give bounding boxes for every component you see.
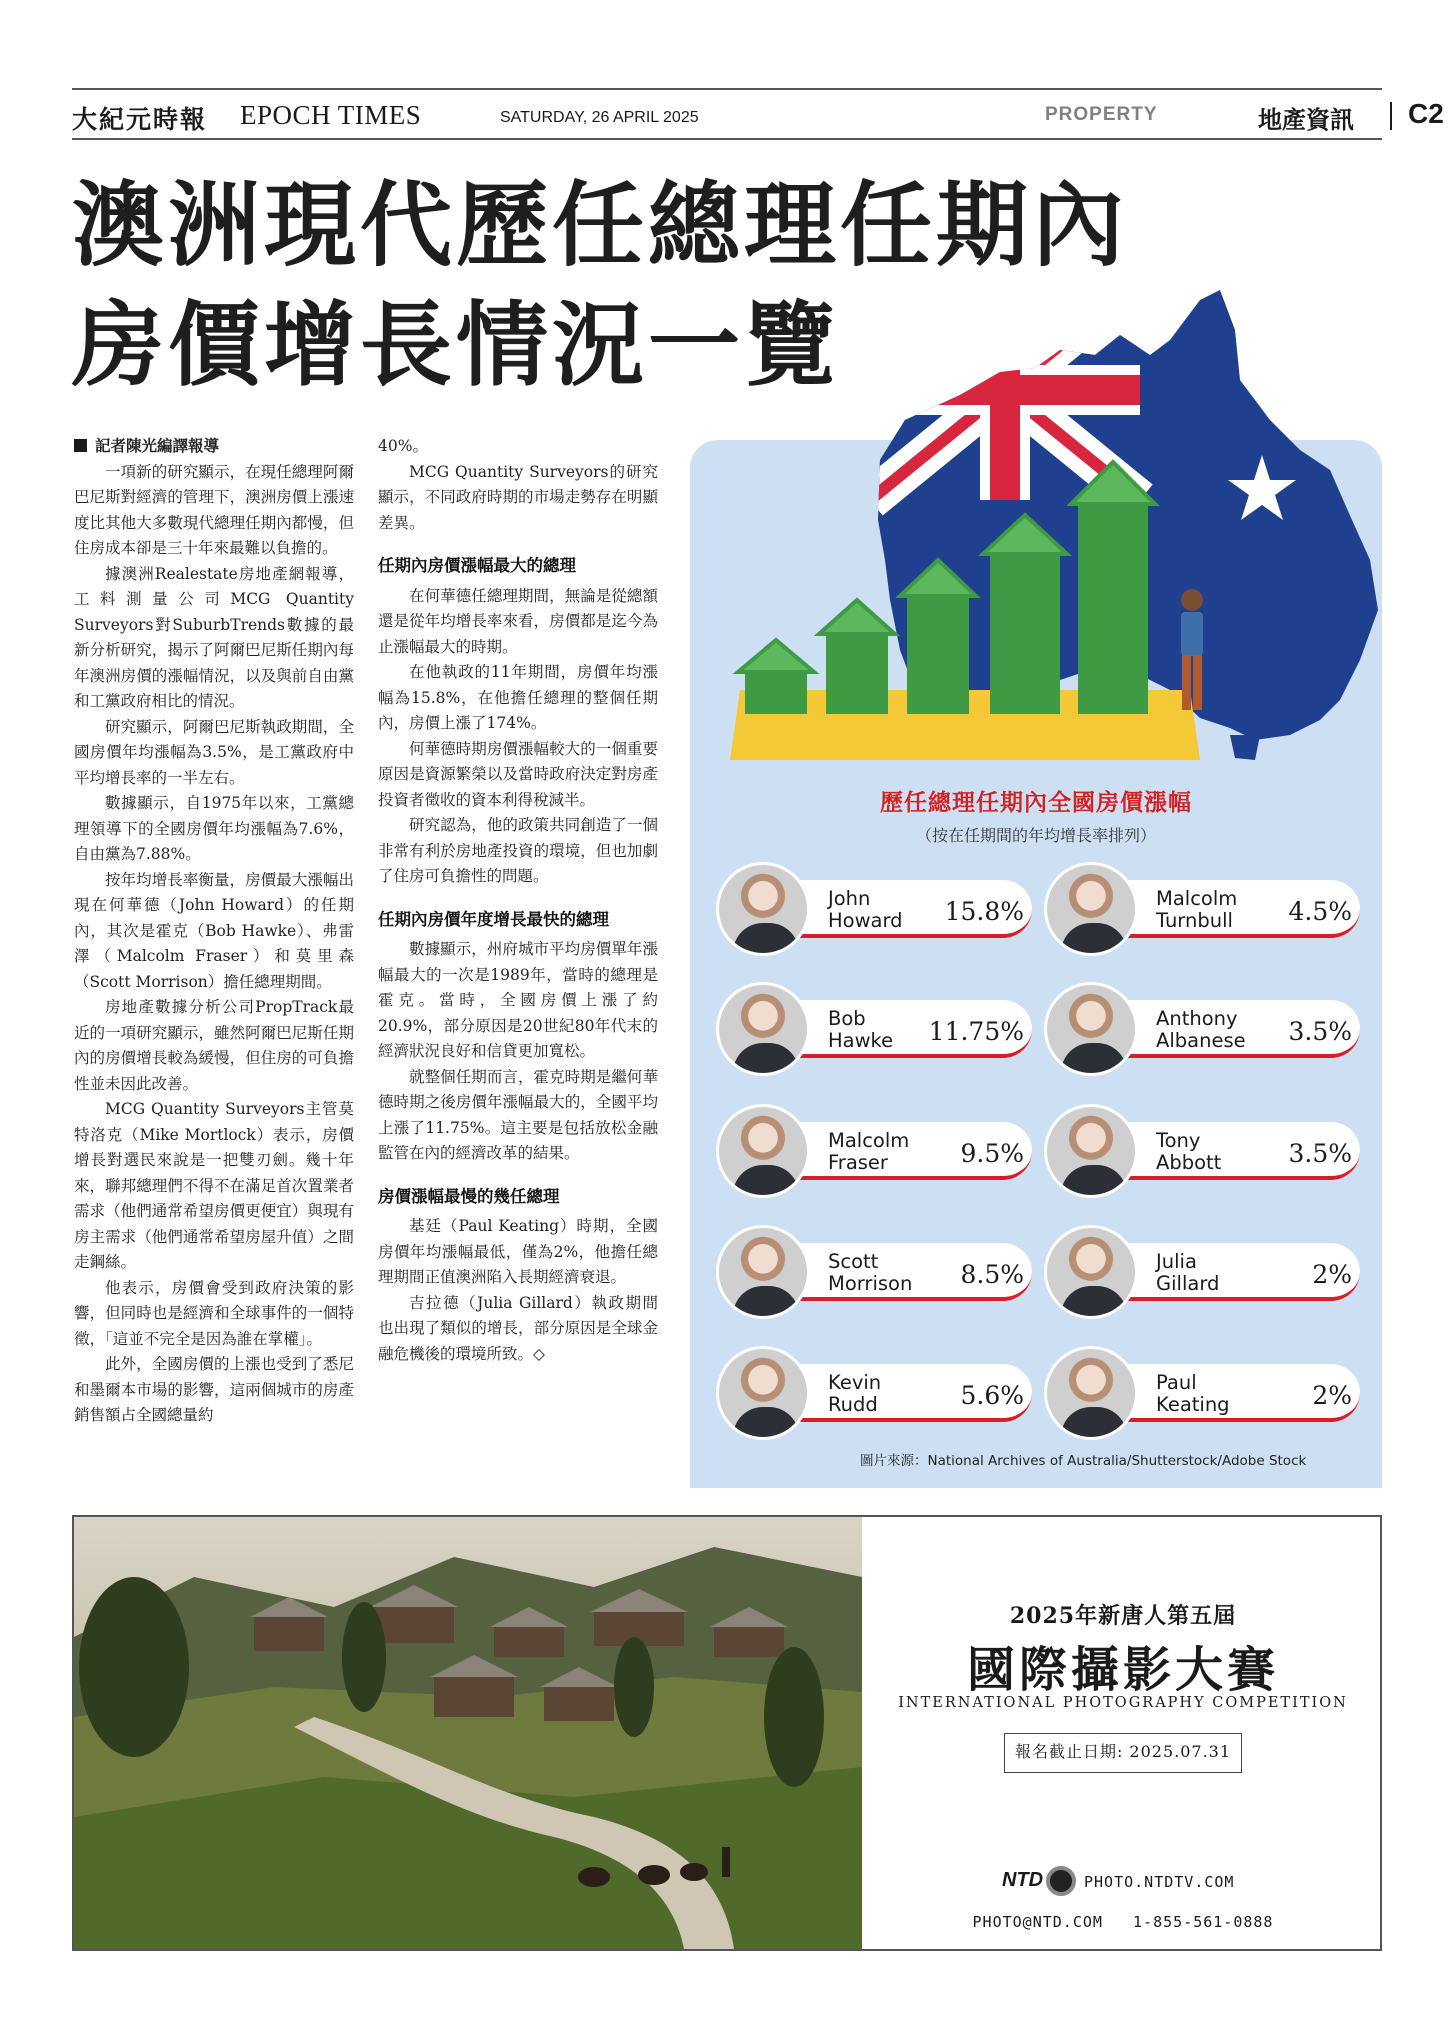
paragraph: 數據顯示，自1975年以來，工黨總理領導下的全國房價年均漲幅為7.6%，自由黨為7.88%。 [74, 794, 354, 863]
pm-card [716, 982, 1038, 1072]
pm-last-name: Albanese [1156, 1029, 1246, 1052]
paragraph: 在他執政的11年期間，房價年均漲幅為15.8%，在他擔任總理的整個任期內，房價上漲了174%。 [378, 663, 658, 732]
ad-kicker: 2025年新唐人第五屆 [1009, 1603, 1237, 1629]
pm-first-name: Tony [1156, 1129, 1201, 1152]
paragraph: 基廷（Paul Keating）時期，全國房價年均漲幅最低，僅為2%，他擔任總理期間正值澳洲陷入長期經濟衰退。 [378, 1217, 658, 1286]
paragraph: 他表示，房價會受到政府決策的影響，但同時也是經濟和全球事件的一個特徵，「這並不完全是因為誰在掌權」。 [74, 1278, 354, 1348]
infographic-subtitle: （按在任期間的年均增長率排列） [915, 826, 1156, 845]
pm-growth-rate: 9.5% [960, 1139, 1024, 1168]
paragraph: 就整個任期而言，霍克時期是繼何華德時期之後房價年漲幅最大的，全國平均上漲了11.75%。這主要是包括放松金融監管在內的經濟改革的結果。 [378, 1067, 658, 1162]
paragraph: 吉拉德（Julia Gillard）執政期間也出現了類似的增長，部分原因是全球金融危機後的環境所致。◇ [378, 1293, 658, 1363]
pm-last-name: Keating [1156, 1393, 1230, 1416]
ad-contact [864, 1913, 1382, 1931]
pm-first-name: John [828, 887, 871, 910]
pm-name [1156, 888, 1276, 932]
paragraph-continued: 40%。 [378, 437, 428, 455]
pm-card [716, 1225, 1038, 1315]
pm-photo [1044, 862, 1138, 956]
pm-name [828, 1251, 948, 1295]
pm-photo [1044, 1225, 1138, 1319]
tasmania-shape [1230, 735, 1260, 760]
image-credit: 圖片來源：National Archives of Australia/Shutterstock/Adobe Stock [860, 1453, 1307, 1469]
landscape-illustration [74, 1517, 862, 1949]
pm-photo [1044, 1104, 1138, 1198]
pm-photo [716, 1225, 810, 1319]
byline-text: 記者陳光編譯報導 [95, 437, 220, 455]
pm-first-name: Bob [828, 1007, 866, 1030]
pm-growth-rate: 15.8% [944, 897, 1024, 926]
infographic-illustration [0, 0, 1456, 800]
pm-first-name: Anthony [1156, 1007, 1238, 1030]
pm-growth-rate: 3.5% [1288, 1139, 1352, 1168]
pm-first-name: Kevin [828, 1371, 882, 1394]
section-name-english: PROPERTY [1045, 104, 1158, 125]
paragraph: 房地產數據分析公司PropTrack最近的一項研究顯示，雖然阿爾巴尼斯任期內的房價增長較為緩慢，但住房的可負擔性並未因此改善。 [74, 998, 354, 1093]
pm-name [828, 1372, 948, 1416]
pm-card [1044, 1104, 1366, 1194]
pm-name [1156, 1251, 1276, 1295]
pm-photo [1044, 982, 1138, 1076]
pm-name [828, 1130, 948, 1174]
ad-title-english: INTERNATIONAL PHOTOGRAPHY COMPETITION [898, 1695, 1348, 1711]
pm-photo [716, 982, 810, 1076]
paragraph: 據澳洲Realestate房地產網報導，工料測量公司MCG Quantity Surveyors對SuburbTrends數據的最新分析研究，揭示了阿爾巴尼斯任期內每年澳洲房價的漲幅情況，以及與前自由黨和工黨政府相比的情況。 [74, 564, 354, 710]
pm-growth-rate: 5.6% [960, 1381, 1024, 1410]
pm-card [716, 1346, 1038, 1436]
pm-last-name: Rudd [828, 1393, 878, 1416]
ad-deadline-box: 報名截止日期: 2025.07.31 [1004, 1733, 1242, 1773]
pm-growth-rate: 11.75% [928, 1017, 1024, 1046]
paragraph: 何華德時期房價漲幅較大的一個重要原因是資源繁榮以及當時政府決定對房產投資者徵收的資本利得稅減半。 [378, 739, 658, 809]
pm-card [1044, 982, 1366, 1072]
pm-photo [716, 1104, 810, 1198]
paragraph: 一項新的研究顯示，在現任總理阿爾巴尼斯對經濟的管理下，澳洲房價上漲速度比其他大多數現代總理任期內都慢，但住房成本卻是三十年來最難以負擔的。 [74, 462, 354, 557]
village-landscape-photo [74, 1517, 862, 1949]
pm-card [1044, 1225, 1366, 1315]
headline-line-1: 澳洲現代歷任總理任期內 [72, 172, 1129, 279]
paragraph: 數據顯示，州府城市平均房價單年漲幅最大的一次是1989年，當時的總理是霍克。當時，全國房價上漲了約20.9%，部分原因是20世紀80年代末的經濟狀況良好和信貸更加寬松。 [378, 940, 658, 1060]
pm-name [828, 888, 948, 932]
pm-growth-rate: 2% [1312, 1381, 1352, 1410]
pm-growth-rate: 8.5% [960, 1260, 1024, 1289]
paragraph: 此外，全國房價的上漲也受到了悉尼和墨爾本市場的影響，這兩個城市的房產銷售額占全國總量約 [74, 1355, 354, 1424]
subheading: 房價漲幅最慢的幾任總理 [378, 1186, 560, 1206]
pm-photo [716, 1346, 810, 1440]
ntd-logo-text: NTD [1002, 1869, 1044, 1891]
pm-last-name: Hawke [828, 1029, 894, 1052]
paragraph: 在何華德任總理期間，無論是從總額還是從年均增長率來看，房價都是迄今為止漲幅最大的時期。 [378, 586, 658, 656]
pm-first-name: Julia [1156, 1250, 1197, 1273]
pm-photo [716, 862, 810, 956]
pm-name [1156, 1130, 1276, 1174]
masthead-chinese: 大紀元時報 [72, 105, 208, 134]
pm-last-name: Howard [828, 909, 903, 932]
pm-first-name: Malcolm [1156, 887, 1238, 910]
pm-name [1156, 1372, 1276, 1416]
masthead-english: EPOCH TIMES [240, 100, 422, 130]
pm-growth-rate: 2% [1312, 1260, 1352, 1289]
headline-line-2: 房價增長情況一覽 [72, 292, 841, 399]
ad-title: 國際攝影大賽 [966, 1642, 1279, 1698]
paragraph: 研究顯示，阿爾巴尼斯執政期間，全國房價年均漲幅為3.5%，是工黨政府中平均增長率的一半左右。 [74, 717, 354, 787]
pm-growth-rate: 3.5% [1288, 1017, 1352, 1046]
subheading: 任期內房價漲幅最大的總理 [378, 556, 576, 575]
ad-phone: 1-855-561-0888 [1133, 1913, 1274, 1931]
pm-card [716, 862, 1038, 952]
pm-first-name: Malcolm [828, 1129, 910, 1152]
pm-last-name: Morrison [828, 1272, 913, 1295]
infographic-title: 歷任總理任期內全國房價漲幅 [880, 790, 1192, 816]
pm-name [1156, 1008, 1276, 1052]
pm-first-name: Paul [1156, 1371, 1197, 1394]
issue-date: SATURDAY, 26 APRIL 2025 [500, 109, 699, 126]
pm-last-name: Turnbull [1156, 909, 1233, 932]
paragraph: MCG Quantity Surveyors主管莫特洛克（Mike Mortlock）表示，房價增長對選民來說是一把雙刃劍。幾十年來，聯邦總理們不得不在滿足首次置業者需求（他們通常希望房價更便宜）與現有房主需求（他們通常希望房屋升值）之間走鋼絲。 [74, 1100, 354, 1271]
pm-card [1044, 862, 1366, 952]
section-name-chinese: 地產資訊 [1258, 106, 1354, 134]
paragraph: 按年均增長率衡量，房價最大漲幅出現在何華德（John Howard）的任期內，其次是霍克（Bob Hawke）、弗雷澤（Malcolm Fraser）和莫里森（Scott Morrison）擔任總理期間。 [74, 870, 354, 991]
pm-last-name: Abbott [1156, 1151, 1222, 1174]
pm-growth-rate: 4.5% [1288, 897, 1352, 926]
pm-card [716, 1104, 1038, 1194]
pm-last-name: Gillard [1156, 1272, 1220, 1295]
ad-website[interactable]: PHOTO.NTDTV.COM [1084, 1873, 1235, 1891]
subheading: 任期內房價年度增長最快的總理 [378, 909, 609, 929]
pm-first-name: Scott [828, 1250, 879, 1273]
page-number: C2 [1408, 98, 1444, 129]
paragraph: MCG Quantity Surveyors的研究顯示，不同政府時期的市場走勢存在明顯差異。 [378, 462, 658, 532]
pm-card [1044, 1346, 1366, 1436]
pm-photo [1044, 1346, 1138, 1440]
ad-email[interactable]: PHOTO@NTD.COM [972, 1913, 1103, 1931]
ntd-logo-icon [1046, 1866, 1076, 1896]
pm-last-name: Fraser [828, 1151, 888, 1174]
paragraph: 研究認為，他的政策共同創造了一個非常有利於房地產投資的環境，但也加劇了住房可負擔性的問題。 [378, 816, 658, 885]
advertisement [72, 1515, 1382, 1951]
